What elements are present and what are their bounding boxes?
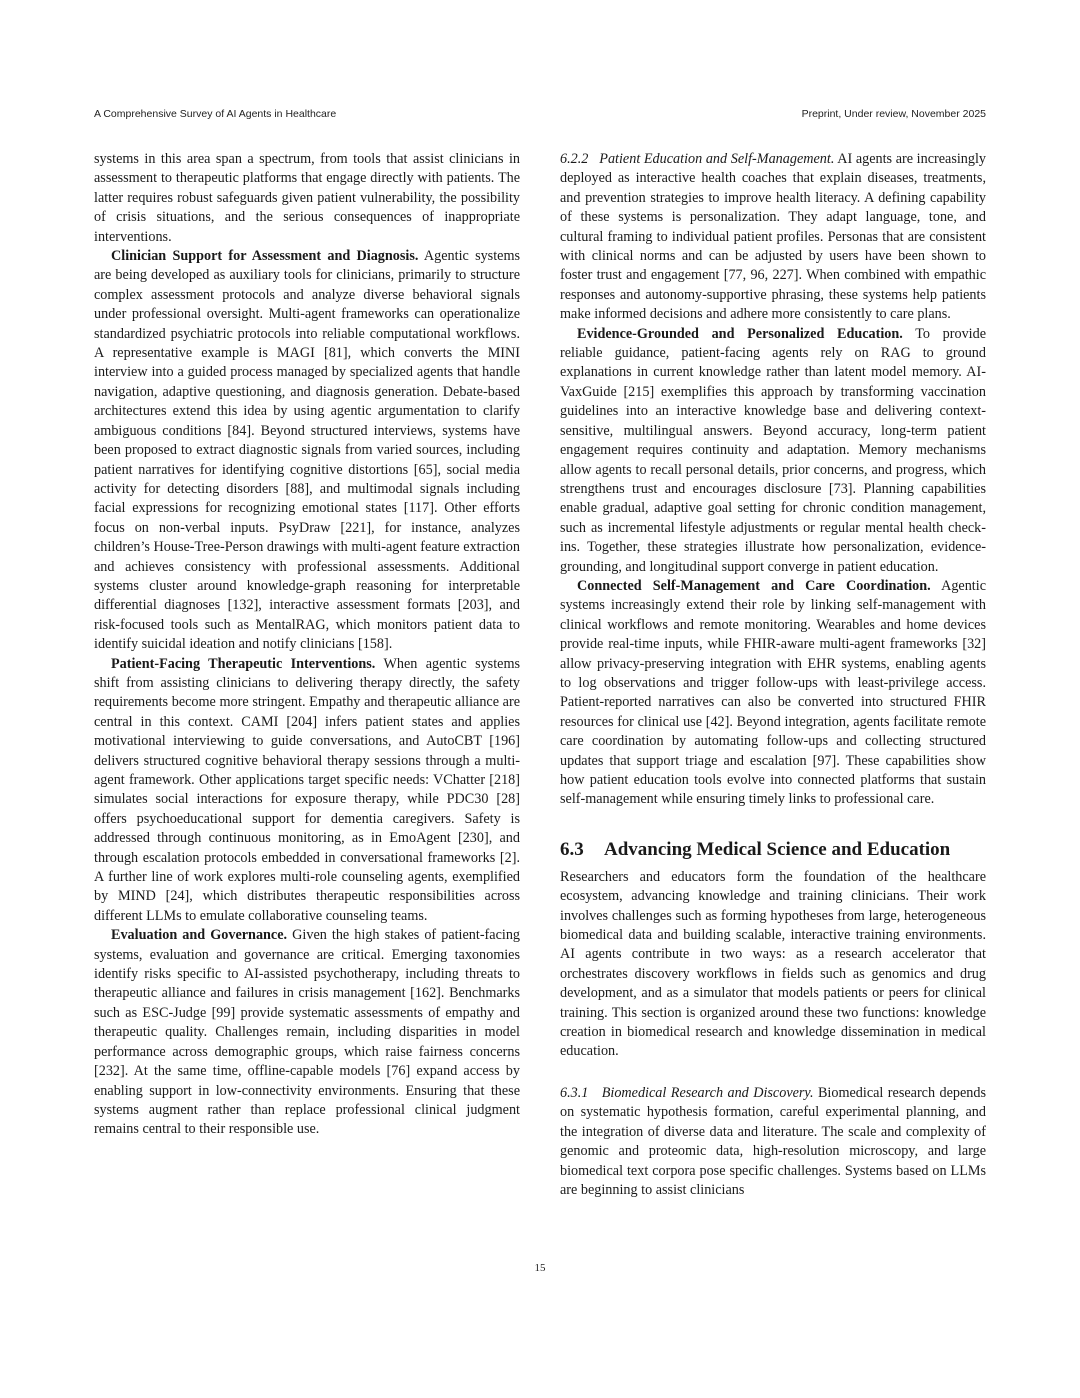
subsection-number: 6.3.1 (560, 1084, 589, 1101)
paragraph-evaluation (94, 926, 520, 1139)
paragraph-evidence-grounded (560, 325, 986, 577)
paragraph-text: systems in this area span a spectrum, from tools that assist clinicians in assessment to therapeutic platforms that engage directly with patients. The latter requires robust safeguards given patient vulnerability, the possibility of crisis situations, and the serious consequences of inappropriate interventions. (94, 151, 520, 245)
paragraph-text: To provide reliable guidance, patient-facing agents rely on RAG to ground explanations in current knowledge rather than latent model memory. AI-VaxGuide [215] exemplifies this approach by transforming vaccination guidelines into an interactive knowledge base and delivering context-sensitive, multilingual answers. Beyond accuracy, long-term patient engagement requires continuity and adaptation. Memory mechanisms allow agents to recall personal details, prior concerns, and progress, which strengthens trust and encourages disclosure [73]. Planning capabilities enable gradual, adaptive goal setting for chronic condition management, such as incremental lifestyle adjustments or regular mental health check-ins. Together, these strategies illustrate how personalization, evidence-grounding, and longitudinal support converge in patient education. (560, 325, 986, 575)
subsection-6-3-1 (560, 1084, 986, 1200)
header-venue: Preprint, Under review, November 2025 (801, 108, 986, 120)
runin-heading: Evidence-Grounded and Personalized Education. (577, 325, 903, 342)
paragraph-connected-self-management (560, 577, 986, 810)
right-column (560, 150, 986, 1200)
subsection-6-2-2 (560, 150, 986, 325)
paragraph-text: Agentic systems are being developed as auxiliary tools for clinicians, primarily to structure complex assessment protocols and analyze diverse behavioral signals under professional oversight. Multi-agent frameworks can operationalize standardized psychiatric protocols into reliable computational workflows. A representative example is MAGI [81], which converts the MINI interview into a guided process managed by specialized agents that handle navigation, adaptive questioning, and diagnosis generation. Debate-based architectures extend this idea by using agentic argumentation to clarify ambiguous conditions [84]. Beyond structured interviews, systems have been proposed to extract diagnostic signals from varied sources, including patient narratives for identifying cognitive distortions [65], social media activity for detecting disorders [88], and multimodal signals including facial expressions for recognizing emotional states [117]. Other efforts focus on non-verbal inputs. PsyDraw [221], for instance, analyzes children’s House-Tree-Person drawings with multi-agent feature extraction and achieves consistency with professional assessments. Additional systems cluster around knowledge-graph reasoning for interpretable differential diagnoses [132], interactive assessment formats [203], and risk-focused tools such as MentalRAG, which monitors patient data to identify suicidal ideation and notify clinicians [158]. (94, 248, 521, 653)
subsection-title: Patient Education and Self-Management. (599, 151, 835, 167)
section-title: Advancing Medical Science and Education (604, 838, 951, 860)
runin-heading: Evaluation and Governance. (111, 927, 288, 944)
paragraph-text: Biomedical research depends on systematic hypothesis formation, careful experimental planning, and the integration of diverse data and literature. The scale and complexity of genomic and proteomic data, high-resolution microscopy, and large biomedical text corpora pose specific challenges. Systems based on LLMs are beginning to assist clinicians (560, 1084, 986, 1198)
paragraph-text: When agentic systems shift from assisting clinicians to delivering therapy directly, the safety requirements become more stringent. Empathy and therapeutic alliance are central in this context. CAMI [204] infers patient states and applies motivational interviewing to guide conversations, and AutoCBT [196] delivers structured cognitive behavioral therapy sessions through a multi-agent framework. Other applications target specific needs: VChatter [218] simulates social interactions for exposure therapy, while PDC30 [28] offers psychoeducational support for dementia caregivers. Safety is addressed through continuous monitoring, as in EmoAgent [230], and through escalation protocols embedded in conversational frameworks [2]. A further line of work explores multi-role counseling agents, exemplified by MIND [24], which distributes therapeutic responsibilities across different LLMs to emulate collaborative counseling teams. (94, 655, 520, 924)
paragraph-intro (94, 150, 520, 247)
runin-heading: Patient-Facing Therapeutic Interventions. (111, 655, 376, 672)
paragraph-patient-facing (94, 655, 520, 927)
runin-heading: Clinician Support for Assessment and Diagnosis. (111, 248, 419, 265)
spacer (560, 1062, 986, 1084)
section-number: 6.3 (560, 838, 584, 860)
section-heading-6-3 (560, 838, 986, 862)
paragraph-clinician-support (94, 247, 520, 655)
header-title: A Comprehensive Survey of AI Agents in Healthcare (94, 108, 337, 120)
page-number: 15 (534, 1262, 546, 1274)
left-column (94, 150, 520, 1140)
paragraph-text: Researchers and educators form the foundation of the healthcare ecosystem, advancing knowledge and training clinicians. Their work involves challenges such as forming hypotheses from large, heterogeneous biomedical data and building scalable, interactive training environments. AI agents contribute in two ways: as a research accelerator that orchestrates discovery workflows in fields such as genomics and drug development, and as a simulator that models patients or peers for clinical training. This section is organized around these two functions: knowledge creation in biomedical research and knowledge dissemination in medical education. (560, 868, 986, 1060)
paragraph-section-6-3 (560, 868, 986, 1062)
running-header (94, 108, 986, 120)
runin-heading: Connected Self-Management and Care Coordination. (577, 577, 931, 594)
paragraph-text: Agentic systems increasingly extend their role by linking self-management with clinical workflows and remote monitoring. Wearables and home devices provide real-time inputs, while FHIR-aware multi-agent frameworks [32] allow privacy-preserving integration with EHR systems, enabling agents to log observations and trigger follow-ups with least-privilege access. Patient-reported narratives can also be converted into structured FHIR resources for clinical use [42]. Beyond integration, agents facilitate remote care coordination by automating follow-ups and collecting structured updates that support triage and escalation [97]. These capabilities show how patient education tools evolve into connected platforms that sustain self-management while ensuring timely links to professional care. (560, 577, 986, 808)
paragraph-text: AI agents are increasingly deployed as interactive health coaches that explain diseases, treatments, and prevention strategies to improve health literacy. A defining capability of these systems is personalization. They adapt language, tone, and cultural framing to individual patient profiles. Personas that are consistent with clinical norms and can be adjusted by users have been shown to foster trust and engagement [77, 96, 227]. When combined with empathic responses and autonomy-supportive phrasing, these systems help patients make informed decisions and adhere more consistently to care plans. (560, 151, 987, 323)
subsection-number: 6.2.2 (560, 151, 589, 167)
subsection-title: Biomedical Research and Discovery. (601, 1084, 814, 1101)
paragraph-text: Given the high stakes of patient-facing systems, evaluation and governance are critical. Emerging taxonomies identify risks specific to AI-assisted psychotherapy, including threats to therapeutic alliance and failures in crisis management [162]. Benchmarks such as ESC-Judge [99] provide systematic assessments of empathy and therapeutic quality. Challenges remain, including disparities in model performance across demographic groups, which raise fairness concerns [232]. At the same time, offline-capable models [76] expand access by enabling support in low-connectivity environments. Ensuring that these systems augment rather than replace professional clinical judgment remains central to their responsible use. (94, 927, 521, 1138)
